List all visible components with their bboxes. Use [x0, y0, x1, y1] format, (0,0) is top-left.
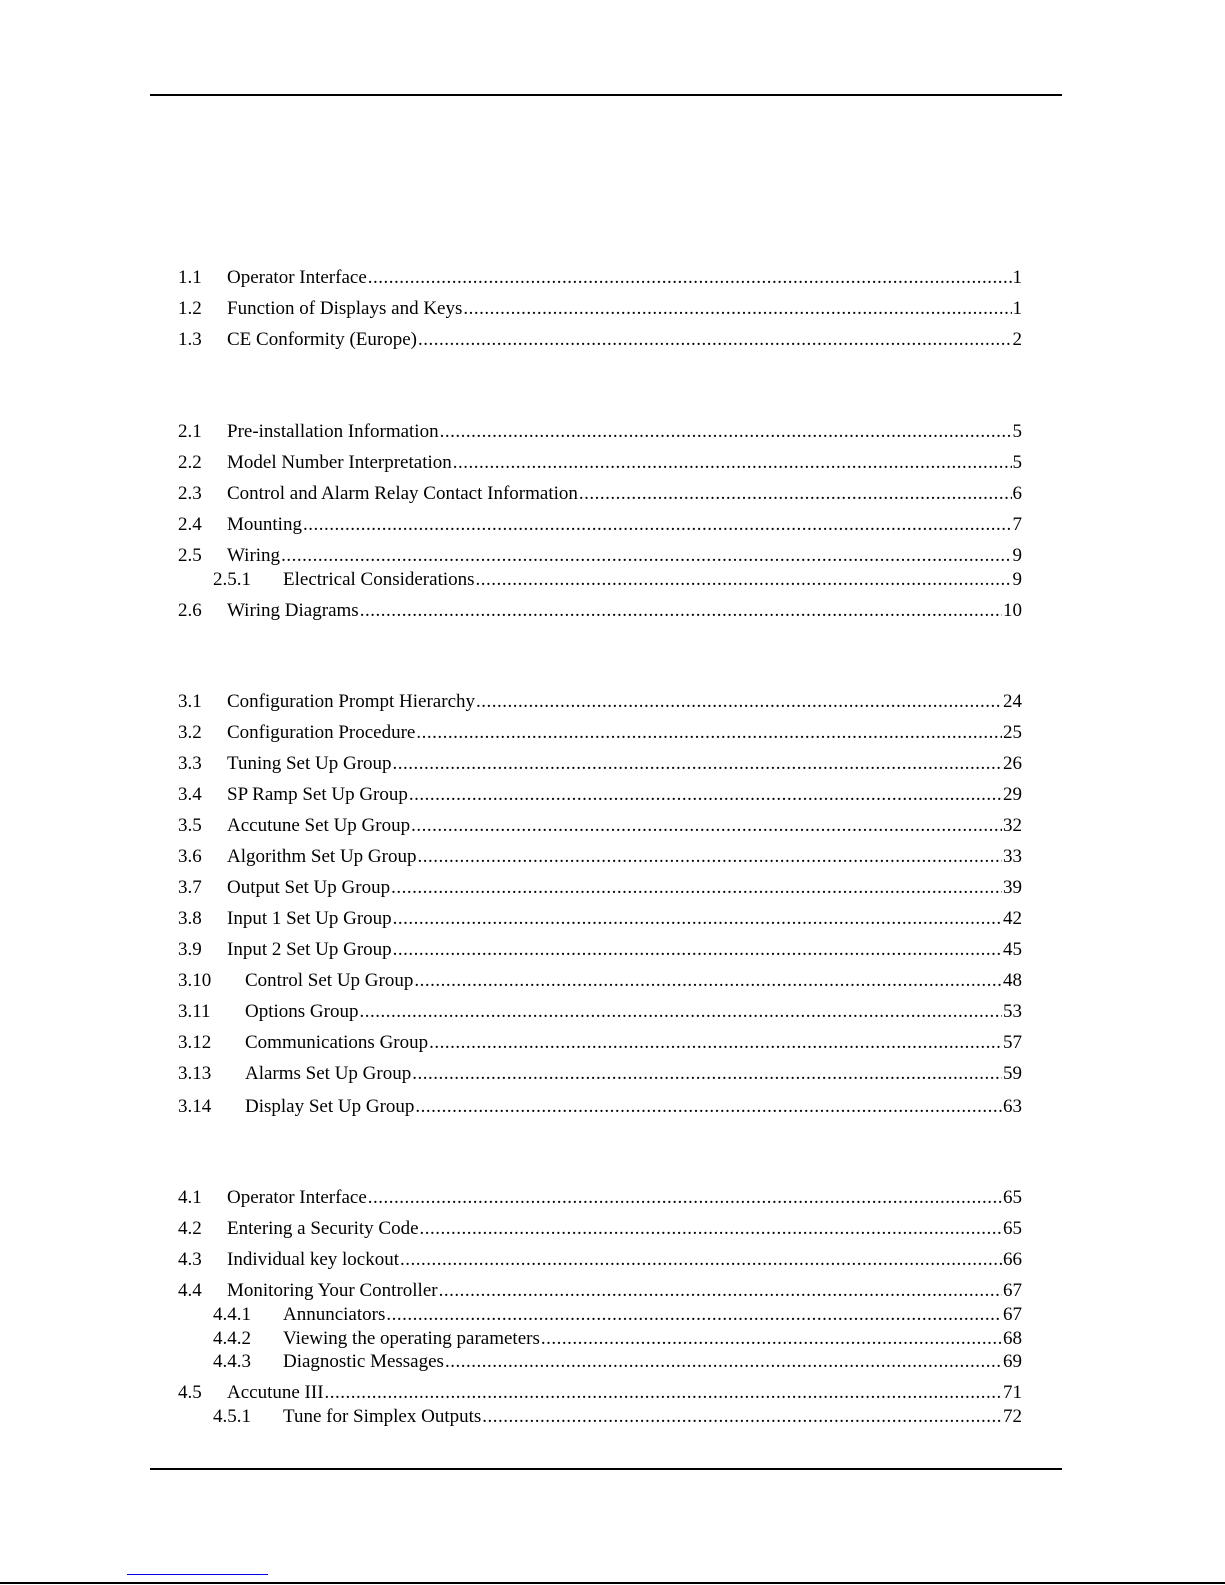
toc-entry-title: Input 2 Set Up Group — [227, 939, 392, 960]
toc-entry-page: 65 — [1003, 1218, 1022, 1239]
toc-entry-page: 26 — [1003, 753, 1022, 774]
toc-entry-page: 7 — [1012, 514, 1022, 535]
toc-entry-line — [227, 1279, 1022, 1303]
toc-leader-dots — [440, 420, 1012, 444]
toc-entry-page: 25 — [1003, 722, 1022, 743]
toc-entry[interactable] — [0, 1303, 1225, 1327]
toc-entry[interactable] — [0, 1186, 1225, 1210]
toc-entry-title: Entering a Security Code — [227, 1218, 419, 1239]
toc-entry[interactable] — [0, 451, 1225, 475]
toc-entry-title: Tuning Set Up Group — [227, 753, 392, 774]
toc-entry-number: 3.2 — [178, 722, 202, 743]
toc-leader-dots — [541, 1327, 1002, 1351]
toc-entry-line — [283, 1303, 1022, 1327]
toc-entry-number: 3.7 — [178, 877, 202, 898]
toc-entry-number: 1.1 — [178, 267, 202, 288]
toc-entry[interactable] — [0, 752, 1225, 776]
toc-entry[interactable] — [0, 783, 1225, 807]
toc-entry-number: 4.3 — [178, 1249, 202, 1270]
toc-entry-line — [227, 266, 1022, 290]
toc-entry-title: Display Set Up Group — [245, 1096, 415, 1117]
toc-leader-dots — [416, 721, 1002, 745]
toc-entry-title: Individual key lockout — [227, 1249, 400, 1270]
toc-entry-page: 24 — [1003, 691, 1022, 712]
toc-entry-title: Annunciators — [283, 1304, 386, 1325]
toc-entry-page: 29 — [1003, 784, 1022, 805]
toc-entry-page: 68 — [1003, 1328, 1022, 1349]
toc-entry-page: 9 — [1012, 569, 1022, 590]
toc-entry-number: 4.5 — [178, 1382, 202, 1403]
toc-entry-line — [227, 420, 1022, 444]
toc-entry-number: 2.1 — [178, 421, 202, 442]
toc-entry-number: 3.6 — [178, 846, 202, 867]
toc-entry-page: 33 — [1003, 846, 1022, 867]
toc-entry-line — [245, 1031, 1022, 1055]
toc-entry-number: 4.1 — [178, 1187, 202, 1208]
toc-entry-page: 48 — [1003, 970, 1022, 991]
toc-entry-number: 3.4 — [178, 784, 202, 805]
toc-entry[interactable] — [0, 907, 1225, 931]
toc-entry-title: SP Ramp Set Up Group — [227, 784, 408, 805]
toc-entry-page: 45 — [1003, 939, 1022, 960]
toc-entry[interactable] — [0, 1062, 1225, 1086]
toc-entry-line — [245, 969, 1022, 993]
toc-entry[interactable] — [0, 1381, 1225, 1405]
toc-entry-page: 65 — [1003, 1187, 1022, 1208]
page-border — [0, 1582, 1225, 1584]
toc-leader-dots — [415, 1095, 1002, 1119]
toc-leader-dots — [418, 328, 1012, 352]
toc-leader-dots — [368, 266, 1012, 290]
toc-entry[interactable] — [0, 1248, 1225, 1272]
toc-entry[interactable] — [0, 969, 1225, 993]
toc-entry-page: 53 — [1003, 1001, 1022, 1022]
toc-entry-number: 3.14 — [178, 1096, 212, 1117]
toc-entry[interactable] — [0, 513, 1225, 537]
toc-leader-dots — [445, 1350, 1002, 1374]
toc-entry-page: 2 — [1012, 329, 1022, 350]
toc-entry-line — [227, 297, 1022, 321]
toc-entry-title: Control and Alarm Relay Contact Information — [227, 483, 578, 504]
toc-entry-line — [283, 1405, 1022, 1429]
toc-entry-line — [245, 1062, 1022, 1086]
toc-entry-title: Operator Interface — [227, 267, 367, 288]
toc-entry-page: 5 — [1012, 421, 1022, 442]
toc-leader-dots — [325, 1381, 1002, 1405]
toc-leader-dots — [482, 1405, 1002, 1429]
toc-entry-title: Communications Group — [245, 1032, 429, 1053]
toc-leader-dots — [476, 568, 1012, 592]
toc-entry-line — [227, 907, 1022, 931]
toc-entry-line — [227, 1217, 1022, 1241]
toc-entry-page: 72 — [1003, 1406, 1022, 1427]
toc-leader-dots — [281, 544, 1011, 568]
toc-entry-number: 3.8 — [178, 908, 202, 929]
toc-leader-dots — [420, 1217, 1002, 1241]
toc-entry-page: 1 — [1012, 298, 1022, 319]
toc-entry-title: Wiring — [227, 545, 281, 566]
toc-entry[interactable] — [0, 845, 1225, 869]
toc-entry[interactable] — [0, 599, 1225, 623]
toc-entry-number: 2.5 — [178, 545, 202, 566]
toc-entry-number: 1.2 — [178, 298, 202, 319]
toc-entry[interactable] — [0, 328, 1225, 352]
toc-entry-line — [227, 544, 1022, 568]
toc-entry-title: Monitoring Your Controller — [227, 1280, 438, 1301]
toc-entry-number: 2.5.1 — [213, 569, 251, 590]
toc-entry-page: 67 — [1003, 1280, 1022, 1301]
toc-entry-line — [283, 1327, 1022, 1351]
toc-entry-number: 1.3 — [178, 329, 202, 350]
toc-leader-dots — [400, 1248, 1002, 1272]
toc-entry-line — [227, 451, 1022, 475]
footer-rule — [150, 1468, 1062, 1470]
toc-entry-line — [227, 1381, 1022, 1405]
toc-entry[interactable] — [0, 1327, 1225, 1351]
toc-entry-title: Pre-installation Information — [227, 421, 439, 442]
toc-entry-title: Output Set Up Group — [227, 877, 391, 898]
toc-entry-line — [227, 721, 1022, 745]
toc-entry-number: 3.12 — [178, 1032, 212, 1053]
toc-entry-page: 10 — [1003, 600, 1022, 621]
toc-leader-dots — [360, 599, 1002, 623]
toc-leader-dots — [417, 845, 1002, 869]
toc-entry-line — [227, 783, 1022, 807]
toc-entry-page: 6 — [1012, 483, 1022, 504]
toc-leader-dots — [476, 690, 1002, 714]
toc-entry[interactable] — [0, 814, 1225, 838]
toc-entry-page: 66 — [1003, 1249, 1022, 1270]
toc-entry-number: 4.4.1 — [213, 1304, 251, 1325]
toc-entry-title: Input 1 Set Up Group — [227, 908, 392, 929]
toc-leader-dots — [359, 1000, 1002, 1024]
toc-entry-page: 5 — [1012, 452, 1022, 473]
toc-entry-title: Operator Interface — [227, 1187, 367, 1208]
toc-entry-number: 3.3 — [178, 753, 202, 774]
toc-entry-title: Accutune III — [227, 1382, 324, 1403]
toc-entry-page: 57 — [1003, 1032, 1022, 1053]
toc-entry-line — [227, 814, 1022, 838]
toc-entry-number: 3.13 — [178, 1063, 212, 1084]
toc-leader-dots — [409, 783, 1002, 807]
toc-entry-line — [227, 1248, 1022, 1272]
toc-entry-page: 32 — [1003, 815, 1022, 836]
toc-entry-number: 3.9 — [178, 939, 202, 960]
toc-entry-title: Wiring Diagrams — [227, 600, 359, 621]
toc-entry-title: Options Group — [245, 1001, 359, 1022]
toc-leader-dots — [303, 513, 1012, 537]
toc-entry[interactable] — [0, 1350, 1225, 1374]
toc-entry-line — [227, 599, 1022, 623]
toc-entry-line — [227, 876, 1022, 900]
toc-entry[interactable] — [0, 876, 1225, 900]
toc-entry-line — [245, 1000, 1022, 1024]
toc-entry-line — [227, 752, 1022, 776]
toc-entry-line — [227, 845, 1022, 869]
toc-leader-dots — [579, 482, 1012, 506]
toc-entry[interactable] — [0, 690, 1225, 714]
toc-entry-title: CE Conformity (Europe) — [227, 329, 417, 350]
toc-entry-page: 39 — [1003, 877, 1022, 898]
toc-entry[interactable] — [0, 938, 1225, 962]
toc-entry[interactable] — [0, 297, 1225, 321]
toc-entry-title: Configuration Prompt Hierarchy — [227, 691, 476, 712]
toc-entry[interactable] — [0, 544, 1225, 568]
toc-entry-line — [283, 568, 1022, 592]
toc-entry-title: Configuration Procedure — [227, 722, 416, 743]
toc-entry-page: 42 — [1003, 908, 1022, 929]
toc-entry[interactable] — [0, 266, 1225, 290]
toc-entry-number: 3.5 — [178, 815, 202, 836]
toc-entry-line — [245, 1095, 1022, 1119]
toc-entry-number: 2.4 — [178, 514, 202, 535]
toc-leader-dots — [414, 969, 1002, 993]
toc-entry-number: 2.6 — [178, 600, 202, 621]
toc-leader-dots — [386, 1303, 1002, 1327]
toc-entry[interactable] — [0, 1000, 1225, 1024]
toc-entry[interactable] — [0, 1031, 1225, 1055]
toc-entry-title: Viewing the operating parameters — [283, 1328, 540, 1349]
toc-entry-number: 4.2 — [178, 1218, 202, 1239]
toc-entry[interactable] — [0, 1279, 1225, 1303]
toc-entry-number: 4.4.3 — [213, 1351, 251, 1372]
toc-entry-title: Control Set Up Group — [245, 970, 414, 991]
toc-entry[interactable] — [0, 482, 1225, 506]
toc-entry-page: 59 — [1003, 1063, 1022, 1084]
toc-entry-title: Model Number Interpretation — [227, 452, 452, 473]
toc-entry-line — [227, 513, 1022, 537]
toc-entry-title: Alarms Set Up Group — [245, 1063, 412, 1084]
toc-entry-title: Function of Displays and Keys — [227, 298, 463, 319]
toc-entry-title: Mounting — [227, 514, 302, 535]
toc-entry-title: Electrical Considerations — [283, 569, 475, 590]
header-rule — [150, 94, 1062, 96]
toc-entry-number: 3.11 — [178, 1001, 211, 1022]
toc-leader-dots — [439, 1279, 1002, 1303]
toc-entry-page: 67 — [1003, 1304, 1022, 1325]
toc-entry-line — [227, 328, 1022, 352]
toc-entry-page: 1 — [1012, 267, 1022, 288]
toc-entry[interactable] — [0, 1405, 1225, 1429]
toc-entry-number: 3.1 — [178, 691, 202, 712]
toc-entry-line — [227, 1186, 1022, 1210]
toc-entry[interactable] — [0, 721, 1225, 745]
toc-entry-number: 4.4.2 — [213, 1328, 251, 1349]
footer-link[interactable] — [127, 1574, 268, 1575]
toc-entry-title: Accutune Set Up Group — [227, 815, 411, 836]
toc-entry-number: 3.10 — [178, 970, 212, 991]
toc-entry[interactable] — [0, 420, 1225, 444]
toc-leader-dots — [393, 938, 1002, 962]
toc-entry[interactable] — [0, 1095, 1225, 1119]
toc-leader-dots — [368, 1186, 1002, 1210]
toc-entry-page: 9 — [1012, 545, 1022, 566]
toc-entry-title: Diagnostic Messages — [283, 1351, 444, 1372]
toc-entry-number: 4.5.1 — [213, 1406, 251, 1427]
toc-entry[interactable] — [0, 568, 1225, 592]
toc-entry[interactable] — [0, 1217, 1225, 1241]
toc-leader-dots — [412, 1062, 1002, 1086]
toc-leader-dots — [453, 451, 1012, 475]
toc-entry-line — [227, 482, 1022, 506]
toc-leader-dots — [393, 907, 1002, 931]
toc-leader-dots — [391, 876, 1002, 900]
toc-entry-number: 2.2 — [178, 452, 202, 473]
toc-entry-number: 4.4 — [178, 1280, 202, 1301]
toc-entry-page: 63 — [1003, 1096, 1022, 1117]
toc-leader-dots — [429, 1031, 1002, 1055]
toc-entry-number: 2.3 — [178, 483, 202, 504]
toc-entry-line — [283, 1350, 1022, 1374]
toc-entry-line — [227, 938, 1022, 962]
toc-leader-dots — [411, 814, 1002, 838]
toc-leader-dots — [463, 297, 1011, 321]
toc-entry-title: Tune for Simplex Outputs — [283, 1406, 482, 1427]
toc-entry-page: 69 — [1003, 1351, 1022, 1372]
toc-leader-dots — [393, 752, 1002, 776]
toc-entry-page: 71 — [1003, 1382, 1022, 1403]
toc-entry-title: Algorithm Set Up Group — [227, 846, 417, 867]
toc-entry-line — [227, 690, 1022, 714]
